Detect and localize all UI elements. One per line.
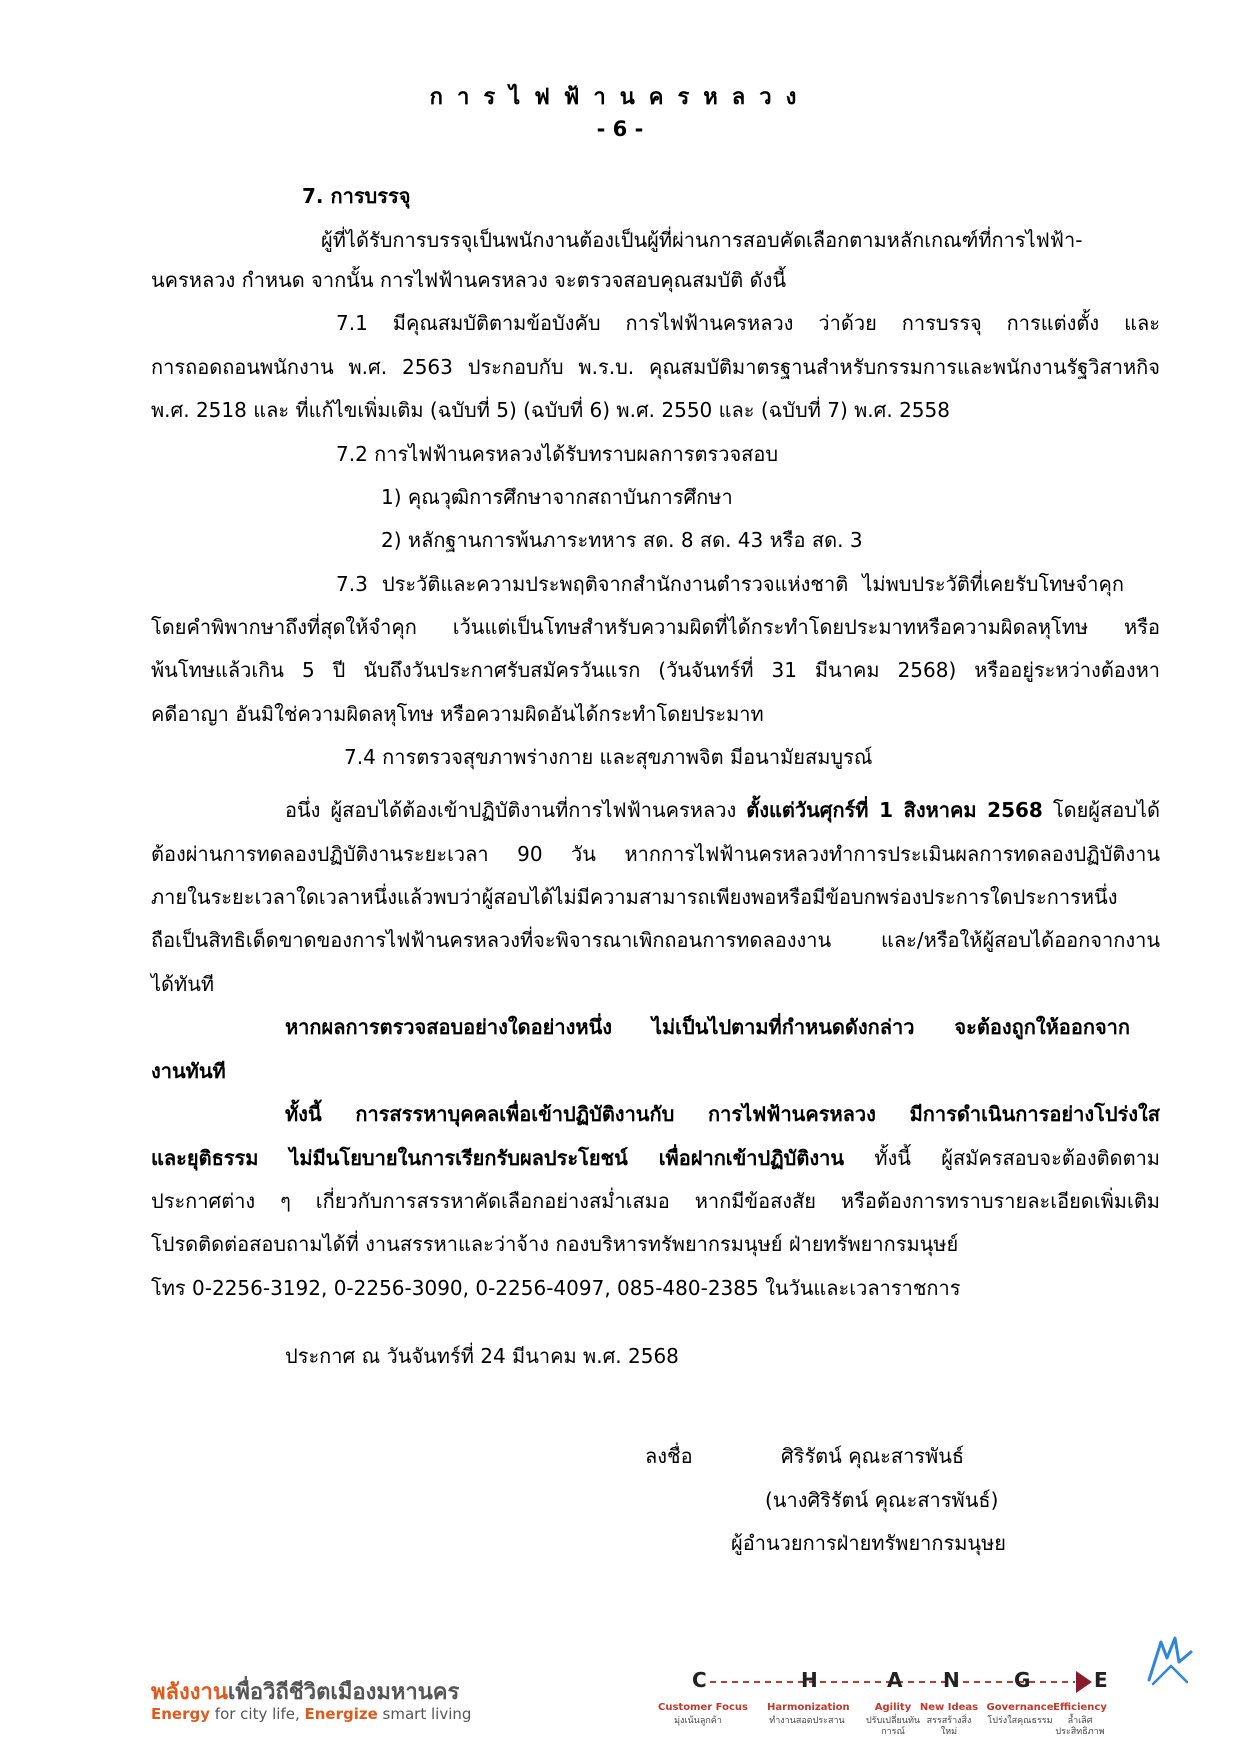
clause-7-2: 7.2 การไฟฟ้านครหลวงได้รับทราบผลการตรวจสอบ	[336, 442, 779, 466]
change-label-a: Agility	[874, 1702, 912, 1713]
signatory-full-name: (นางศิริรัตน์ คุณะสารพันธ์)	[765, 1488, 999, 1512]
change-sub-n: สรรสร้างสิ่งใหม่	[926, 1716, 972, 1737]
change-letter-h: H	[801, 1668, 818, 1692]
announce-date: ประกาศ ณ วันจันทร์ที่ 24 มีนาคม พ.ศ. 2568	[285, 1344, 679, 1368]
page-number: - 6 -	[596, 117, 644, 141]
change-letter-n: N	[943, 1668, 960, 1692]
change-sub-a: ปรับเปลี่ยนทันการณ์	[865, 1716, 921, 1737]
change-sub-g: โปร่งใสคุณธรรม	[987, 1716, 1053, 1726]
change-sub-c: มุ่งเน้นลูกค้า	[674, 1716, 722, 1726]
signed-name: ศิริรัตน์ คุณะสารพันธ์	[781, 1444, 965, 1468]
change-dash-line	[690, 1668, 1120, 1698]
mea-logo-icon	[1141, 1632, 1197, 1688]
change-label-e: Efficiency	[1053, 1702, 1107, 1713]
organization-header: การไฟฟ้านครหลวง	[429, 85, 811, 110]
change-letter-e: E	[1094, 1668, 1108, 1692]
footer-slogan-th: พลังงานเพื่อวิถีชีวิตเมืองมหานคร	[151, 1680, 460, 1705]
notice-line-4: ถือเป็นสิทธิเด็ดขาดของการไฟฟ้านครหลวงที่จะพิจารณาเพิกถอนการทดลองงาน และ/หรือให้ผู้สอบได้ออกจากงาน	[151, 928, 1160, 952]
change-label-h: Harmonization	[767, 1702, 850, 1713]
footer-slogan-en: Energy for city life, Energize smart living	[151, 1705, 472, 1723]
notice-line-1: อนึ่ง ผู้สอบได้ต้องเข้าปฏิบัติงานที่การไฟฟ้านครหลวง ตั้งแต่วันศุกร์ที่ 1 สิงหาคม 2568 โดยผู้สอบได้	[285, 798, 1160, 822]
notice-line-3: ภายในระยะเวลาใดเวลาหนึ่งแล้วพบว่าผู้สอบได้ไม่มีความสามารถเพียงพอหรือมีข้อบกพร่องประการใดประการหนึ่ง	[151, 885, 1118, 909]
intro-line-2: นครหลวง กำหนด จากนั้น การไฟฟ้านครหลวง จะตรวจสอบคุณสมบัติ ดังนี้	[151, 268, 787, 292]
clause-7-3-line-3: พ้นโทษแล้วเกิน 5 ปี นับถึงวันประกาศรับสมัครวันแรก (วันจันทร์ที่ 31 มีนาคม 2568) หรืออยู่ระหว่างต้องหา	[151, 658, 1160, 682]
clause-7-1-line-3: พ.ศ. 2518 และ ที่แก้ไขเพิ่มเติม (ฉบับที่ 5) (ฉบับที่ 6) พ.ศ. 2550 และ (ฉบับที่ 7) พ.ศ. 2558	[151, 398, 950, 422]
signature-label: ลงชื่อ	[645, 1444, 693, 1468]
clause-7-3-line-4: คดีอาญา อันมิใช่ความผิดลหุโทษ หรือความผิดอันได้กระทำโดยประมาท	[151, 702, 764, 726]
transparency-line-3: ประกาศต่าง ๆ เกี่ยวกับการสรรหาคัดเลือกอย่างสม่ำเสมอ หากมีข้อสงสัย หรือต้องการทราบรายละเอียดเพิ่มเติม	[151, 1189, 1160, 1213]
change-letter-c: C	[692, 1668, 707, 1692]
transparency-line-1: ทั้งนี้ การสรรหาบุคคลเพื่อเข้าปฏิบัติงานกับ การไฟฟ้านครหลวง มีการดำเนินการอย่างโปร่งใส	[285, 1102, 1160, 1126]
notice-line-5: ได้ทันที	[151, 972, 215, 996]
signatory-position: ผู้อำนวยการฝ่ายทรัพยากรมนุษย	[731, 1531, 1006, 1555]
change-label-n: New Ideas	[919, 1702, 979, 1713]
clause-7-3-line-2: โดยคำพิพากษาถึงที่สุดให้จำคุก เว้นแต่เป็นโทษสำหรับความผิดที่ได้กระทำโดยประมาทหรือความผิดลหุโทษ หรือ	[151, 615, 1160, 639]
warning-line-2: งานทันที	[151, 1059, 226, 1083]
section-title: 7. การบรรจุ	[302, 184, 411, 208]
change-label-c: Customer Focus	[658, 1702, 748, 1713]
clause-7-1-line-1: 7.1 มีคุณสมบัติตามข้อบังคับ การไฟฟ้านครหลวง ว่าด้วย การบรรจุ การแต่งตั้ง และ	[336, 311, 1160, 335]
change-values	[658, 1668, 1120, 1748]
clause-7-2-item-1: 1) คุณวุฒิการศึกษาจากสถาบันการศึกษา	[381, 485, 733, 509]
warning-line-1: หากผลการตรวจสอบอย่างใดอย่างหนึ่ง ไม่เป็นไปตามที่กำหนดดังกล่าว จะต้องถูกให้ออกจาก	[285, 1015, 1130, 1039]
transparency-line-4: โปรดติดต่อสอบถามได้ที่ งานสรรหาและว่าจ้าง กองบริหารทรัพยากรมนุษย์ ฝ่ายทรัพยากรมนุษย์	[151, 1232, 959, 1256]
clause-7-2-item-2: 2) หลักฐานการพ้นภาระทหาร สด. 8 สด. 43 หรือ สด. 3	[381, 528, 863, 552]
transparency-line-2: และยุติธรรม ไม่มีนโยบายในการเรียกรับผลประโยชน์ เพื่อฝากเข้าปฏิบัติงาน ทั้งนี้ ผู้สมัครสอบจะต้องติดตาม	[151, 1146, 1160, 1170]
contact-phone: โทร 0-2256-3192, 0-2256-3090, 0-2256-4097, 085-480-2385 ในวันและเวลาราชการ	[151, 1276, 961, 1300]
change-arrow-icon	[1076, 1671, 1092, 1693]
clause-7-1-line-2: การถอดถอนพนักงาน พ.ศ. 2563 ประกอบกับ พ.ร.บ. คุณสมบัติมาตรฐานสำหรับกรรมการและพนักงานรัฐวิสาหกิจ	[151, 355, 1160, 379]
clause-7-3-line-1: 7.3 ประวัติและความประพฤติจากสำนักงานตำรวจแห่งชาติ ไม่พบประวัติที่เคยรับโทษจำคุก	[336, 572, 1124, 596]
start-date: ตั้งแต่วันศุกร์ที่ 1 สิงหาคม 2568	[746, 798, 1043, 822]
change-letter-g: G	[1014, 1668, 1031, 1692]
change-letter-a: A	[887, 1668, 903, 1692]
change-label-g: Governance	[986, 1702, 1054, 1713]
clause-7-4: 7.4 การตรวจสุขภาพร่างกาย และสุขภาพจิต มีอนามัยสมบูรณ์	[344, 745, 873, 769]
notice-line-2: ต้องผ่านการทดลองปฏิบัติงานระยะเวลา 90 วัน หากการไฟฟ้านครหลวงทำการประเมินผลการทดลองปฏิบัติงาน	[151, 842, 1160, 866]
intro-line-1: ผู้ที่ได้รับการบรรจุเป็นพนักงานต้องเป็นผู้ที่ผ่านการสอบคัดเลือกตามหลักเกณฑ์ที่การไฟฟ้า-	[321, 228, 1083, 252]
change-sub-h: ทำงานสอดประสาน	[769, 1716, 845, 1726]
change-sub-e: ล้ำเลิศประสิทธิภาพ	[1055, 1716, 1105, 1737]
